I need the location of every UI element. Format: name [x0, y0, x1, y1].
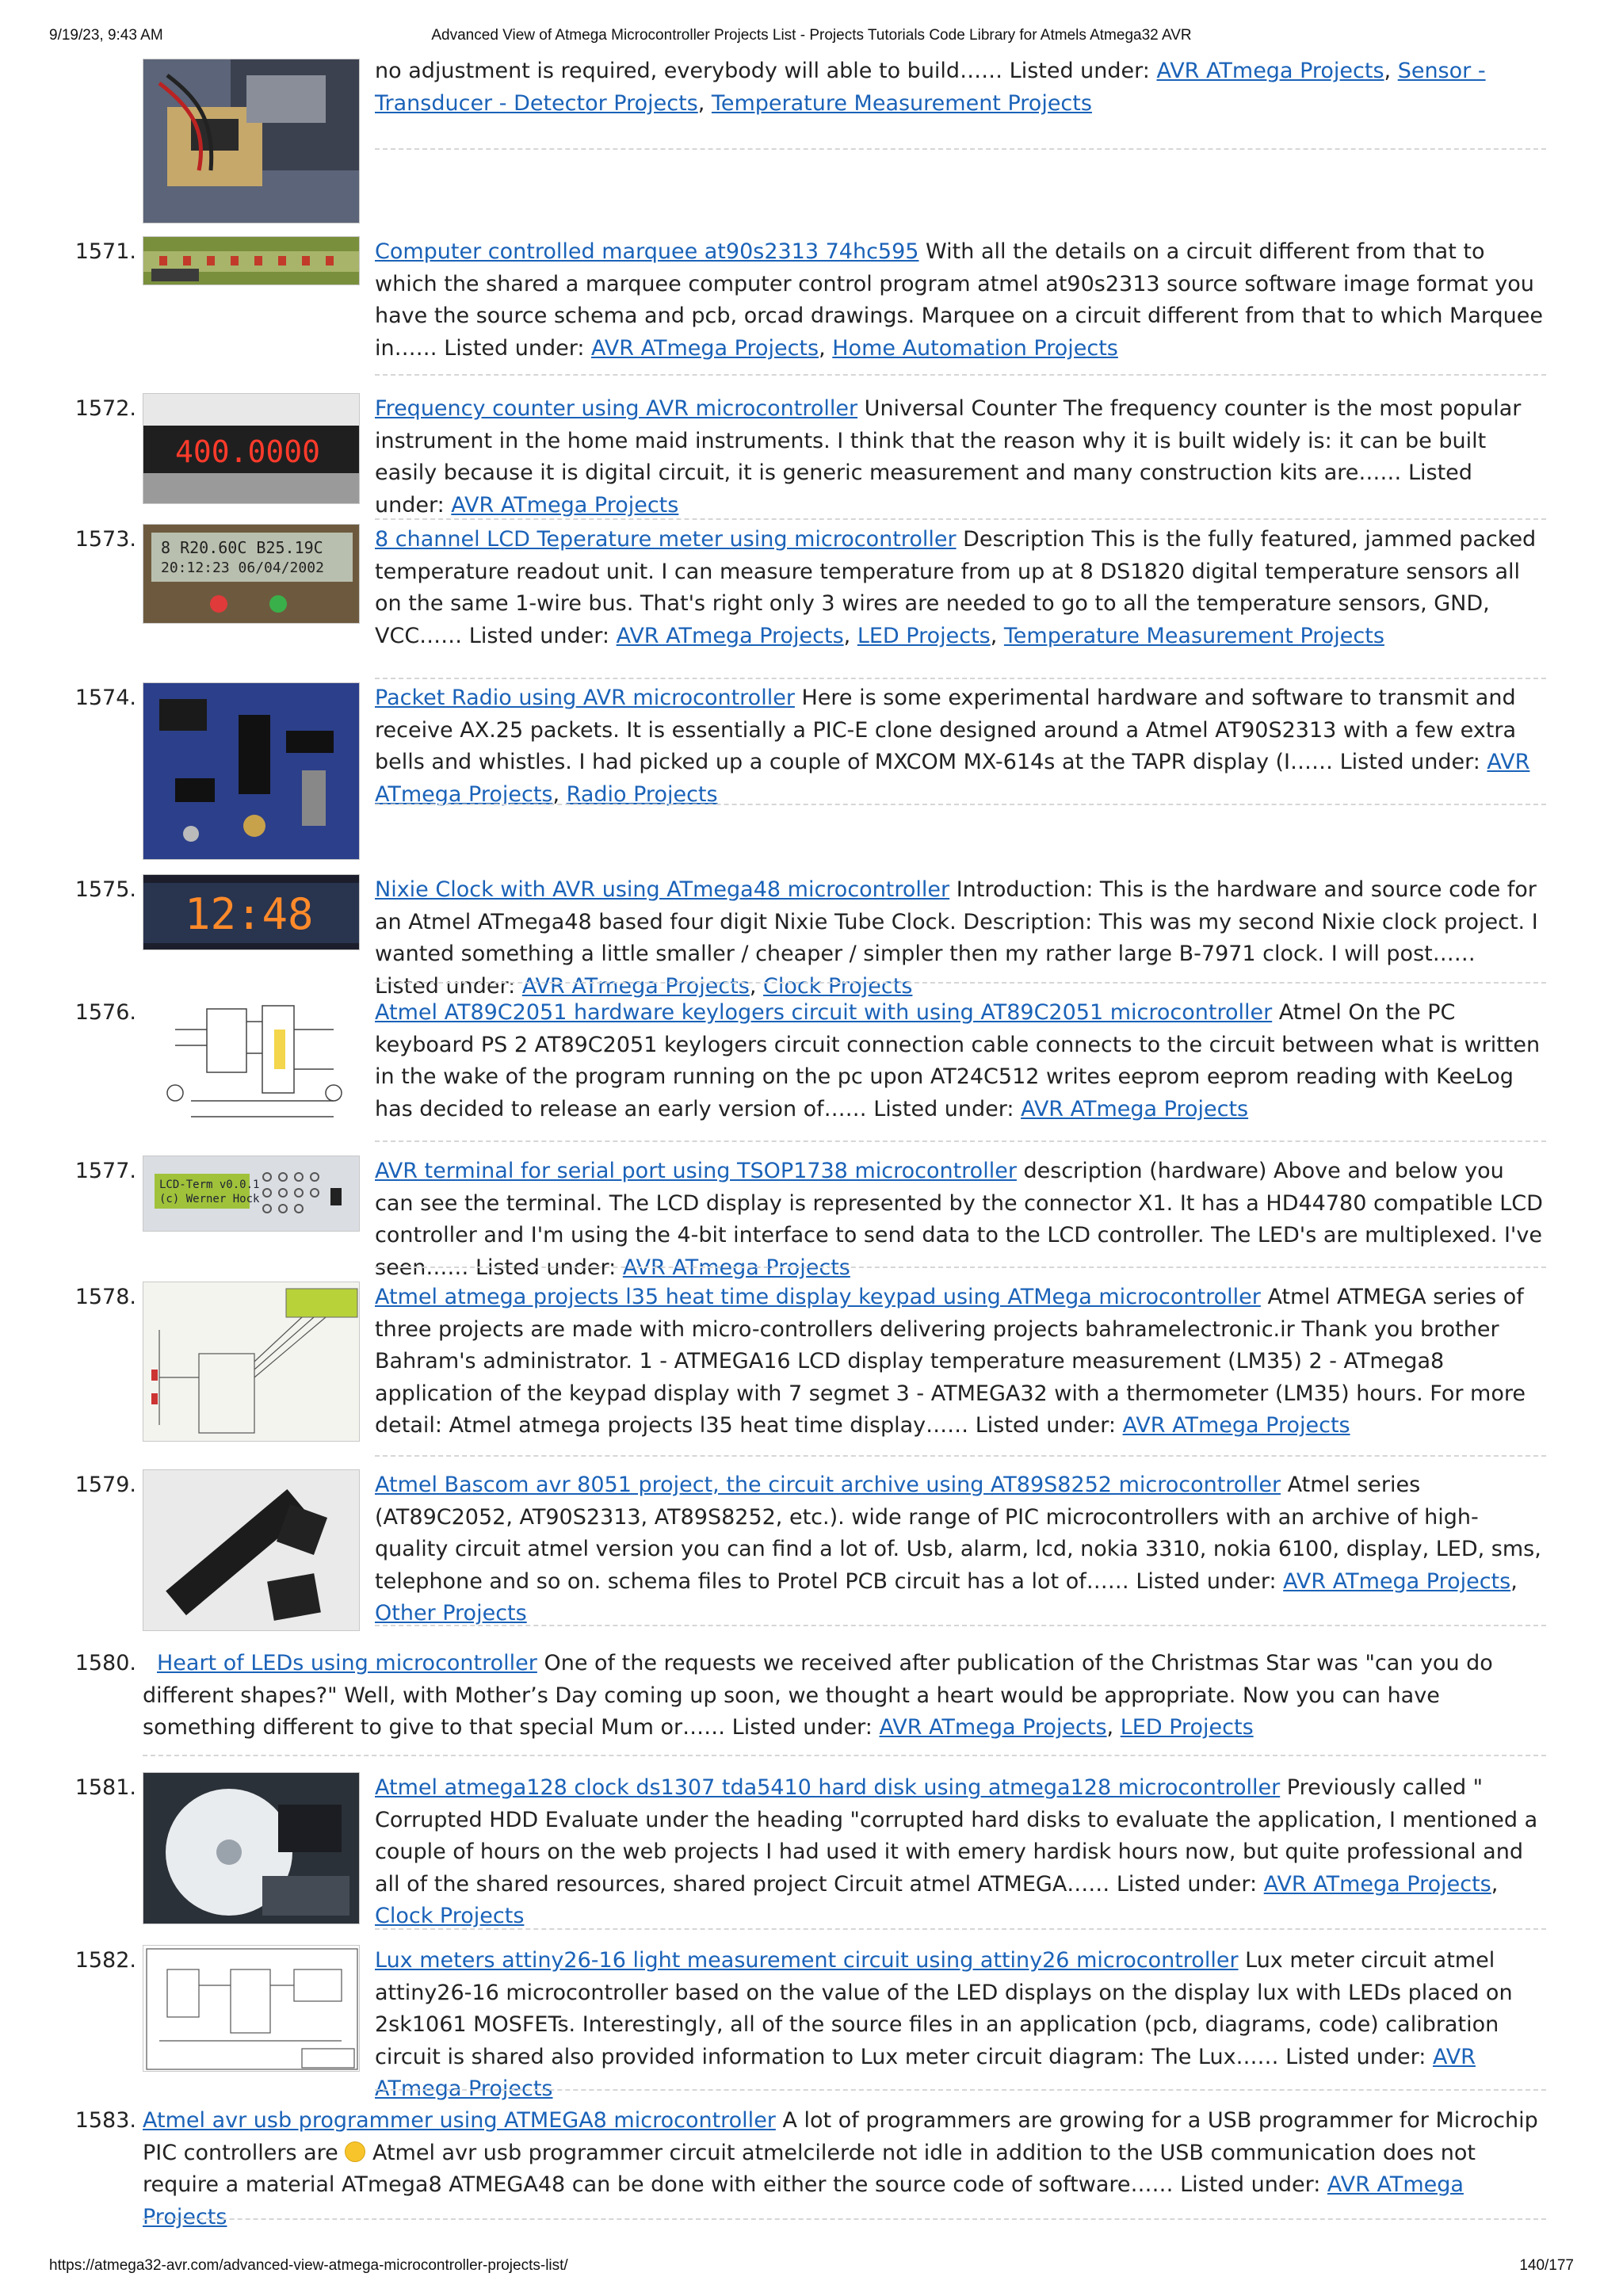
- entry-number: 1573.: [74, 527, 136, 552]
- entry-title-link[interactable]: Lux meters attiny26-16 light measurement circuit using attiny26 microcontroller: [375, 1948, 1239, 1973]
- entry-number: 1572.: [74, 396, 136, 421]
- entry-number: 1578.: [74, 1285, 136, 1309]
- nixie-readout: 12:48: [185, 889, 314, 939]
- category-link[interactable]: LED Projects: [857, 623, 991, 648]
- entry-description: Atmel atmega projects l35 heat time display keypad using ATMega microcontroller Atmel ATMEGA series of three projects are made with micro-controllers delivering projects bahramelectronic.ir Thank you brother Bahram's administrator. 1 - ATMEGA16 LCD display temperature measurement (LM35) 2 - ATmega8 application of the keypad display with 7 segmet 3 - ATMEGA32 with a thermometer (LM35) hours. For more detail: Atmel atmega projects l35 heat time display…… Listed under: AVR ATmega Projects: [375, 1285, 1526, 1438]
- entry-description: Packet Radio using AVR microcontroller Here is some experimental hardware and software to transmit and receive AX.25 packets. It is essentially a PIC-E clone designed around a Atmel AT90S2313 with a few extra bells and whistles. I had picked up a couple of MXCOM MX-614s at the TAPR display (I…… Listed under: AVR ATmega Projects, Radio Projects: [375, 686, 1530, 807]
- entry-description: Heart of LEDs using microcontroller One of the requests we received after publication of the Christmas Star was "can you do different shapes?" Well, with Mother’s Day coming up soon, we thought a heart would be appropriate. Now you can have something different to give to that special Mum or…… Listed under: AVR ATmega Projects, LED Projects: [143, 1651, 1493, 1740]
- entry-divider: [375, 1455, 1546, 1457]
- entry-divider: [375, 1266, 1546, 1268]
- entry-title-link[interactable]: Frequency counter using AVR microcontroller: [375, 396, 858, 421]
- entry-divider: [375, 148, 1546, 150]
- category-link[interactable]: AVR ATmega Projects: [375, 2044, 1476, 2101]
- thumbnail-image[interactable]: [143, 1469, 360, 1631]
- thumbnail-image[interactable]: [143, 997, 360, 1127]
- print-title: Advanced View of Atmega Microcontroller Projects List - Projects Tutorials Code Library for Atmels Atmega32 AVR: [431, 27, 1192, 44]
- entry-number: 1579.: [74, 1473, 136, 1497]
- entry-divider: [375, 518, 1546, 520]
- entry-title-link[interactable]: 8 channel LCD Teperature meter using microcontroller: [375, 527, 957, 552]
- entry-divider: [375, 804, 1546, 805]
- entry-title-link[interactable]: Nixie Clock with AVR using ATmega48 microcontroller: [375, 877, 950, 902]
- entry-description: AVR terminal for serial port using TSOP1738 microcontroller description (hardware) Above and below you can see the terminal. The LCD display is represented by the connector X1. It has a HD44780 compatible LCD controller and I'm using the 4-bit interface to send data to the LCD controller. The LED's are multiplexed. I've seen…… Listed under: AVR ATmega Projects: [375, 1159, 1543, 1280]
- entry-number: 1576.: [74, 1000, 136, 1025]
- thumbnail-image[interactable]: [143, 59, 360, 223]
- thumbnail-image[interactable]: [143, 1156, 360, 1232]
- entry-title-link[interactable]: Atmel atmega projects l35 heat time display keypad using ATMega microcontroller: [375, 1285, 1261, 1309]
- entry-title-link[interactable]: AVR terminal for serial port using TSOP1738 microcontroller: [375, 1159, 1017, 1183]
- entry-title-link[interactable]: Heart of LEDs using microcontroller: [157, 1651, 537, 1675]
- entry-description: Atmel avr usb programmer using ATMEGA8 microcontroller A lot of programmers are growing for a USB programmer for Microchip PIC controllers are Atmel avr usb programmer circuit atmelcilerde not idle in addition to the USB communication does not require a material ATmega8 ATMEGA48 can be done with either the source code of software…… Listed under: AVR ATmega Projects: [143, 2108, 1538, 2229]
- lcd-line-1: LCD-Term v0.0.1: [159, 1179, 260, 1191]
- category-link[interactable]: LED Projects: [1120, 1715, 1254, 1740]
- entry-divider: [375, 1625, 1546, 1626]
- entry-number: 1574.: [74, 686, 136, 710]
- lcd-line-2: 20:12:23 06/04/2002: [161, 560, 324, 576]
- category-link[interactable]: AVR ATmega Projects: [1156, 59, 1384, 83]
- entry-description: Nixie Clock with AVR using ATmega48 microcontroller Introduction: This is the hardware and source code for an Atmel ATmega48 based four digit Nixie Tube Clock. Description: This was my second Nixie clock project. I wanted something a little smaller / cheaper / simpler then my rather large B-7971 clock. I will post…… Listed under: AVR ATmega Projects, Clock Projects: [375, 877, 1538, 999]
- category-link[interactable]: AVR ATmega Projects: [1263, 1871, 1491, 1897]
- category-link[interactable]: AVR ATmega Projects: [143, 2172, 1464, 2229]
- category-link[interactable]: AVR ATmega Projects: [375, 750, 1530, 807]
- category-link[interactable]: Temperature Measurement Projects: [711, 90, 1092, 116]
- entry-description: Atmel atmega128 clock ds1307 tda5410 hard disk using atmega128 microcontroller Previously called " Corrupted HDD Evaluate under the heading "corrupted hard disks to evaluate the application, I mentioned a couple of hours on the web projects I had used it with emery hardisk hours now, but quite professional and all of the shared resources, shared project Circuit atmel ATMEGA…… Listed under: AVR ATmega Projects, Clock Projects: [375, 1775, 1538, 1928]
- thumbnail-image[interactable]: [143, 524, 360, 624]
- entry-number: 1577.: [74, 1159, 136, 1183]
- entry-divider: [143, 1755, 1546, 1756]
- category-link[interactable]: AVR ATmega Projects: [451, 492, 679, 518]
- category-link[interactable]: Sensor - Transducer - Detector Projects: [375, 59, 1486, 116]
- thumbnail-image[interactable]: [143, 1282, 360, 1442]
- thumbnail-image[interactable]: [143, 1772, 360, 1924]
- entry-number: 1581.: [74, 1775, 136, 1800]
- entry-divider: [375, 2089, 1546, 2091]
- entry-number: 1582.: [74, 1948, 136, 1973]
- entry-title-link[interactable]: Atmel AT89C2051 hardware keylogers circuit with using AT89C2051 microcontroller: [375, 1000, 1273, 1025]
- entry-number: 1583.: [74, 2108, 136, 2133]
- entry-description: Atmel AT89C2051 hardware keylogers circuit with using AT89C2051 microcontroller Atmel On the PC keyboard PS 2 AT89C2051 keylogers circuit connection cable connects to the circuit between what is written in the wake of the program running on the pc upon AT24C512 writes eeprom eeprom reading with KeeLog has decided to release an early version of…… Listed under: AVR ATmega Projects: [375, 1000, 1541, 1121]
- entry-divider: [375, 982, 1546, 984]
- category-link[interactable]: AVR ATmega Projects: [1021, 1096, 1249, 1121]
- entry-divider: [375, 1928, 1546, 1930]
- entry-title-link[interactable]: Atmel Bascom avr 8051 project, the circuit archive using AT89S8252 microcontroller: [375, 1473, 1281, 1497]
- category-link[interactable]: AVR ATmega Projects: [1283, 1568, 1511, 1594]
- entry-description: Frequency counter using AVR microcontroller Universal Counter The frequency counter is the most popular instrument in the home maid instruments. I think that the reason why it is built widely is: it can be built easily because it is digital circuit, it is generic measurement and many construction kits are…… Listed under: AVR ATmega Projects: [375, 396, 1522, 518]
- lcd-line-1: 8 R20.60C B25.19C: [161, 538, 323, 557]
- category-link[interactable]: Clock Projects: [375, 1904, 525, 1928]
- thumbnail-image[interactable]: [143, 874, 360, 950]
- category-link[interactable]: AVR ATmega Projects: [616, 623, 844, 648]
- category-link[interactable]: AVR ATmega Projects: [591, 335, 819, 361]
- category-link[interactable]: Other Projects: [375, 1601, 527, 1626]
- category-link[interactable]: Radio Projects: [566, 781, 718, 807]
- category-link[interactable]: AVR ATmega Projects: [1122, 1413, 1350, 1438]
- entry-title-link[interactable]: Atmel avr usb programmer using ATMEGA8 microcontroller: [143, 2108, 776, 2133]
- entry-description: no adjustment is required, everybody will able to build…… Listed under: AVR ATmega Projects, Sensor - Transducer - Detector Projects, Temperature Measurement Projects: [375, 59, 1486, 116]
- thumbnail-image[interactable]: [143, 1945, 360, 2072]
- print-datetime: 9/19/23, 9:43 AM: [49, 27, 163, 44]
- entry-number: 1571.: [74, 239, 136, 264]
- category-link[interactable]: AVR ATmega Projects: [879, 1715, 1107, 1740]
- page-number: 140/177: [1519, 2257, 1574, 2274]
- category-link[interactable]: AVR ATmega Projects: [622, 1255, 850, 1280]
- lcd-line-2: (c) Werner Hock: [159, 1193, 260, 1205]
- thumbnail-image[interactable]: [143, 393, 360, 504]
- entry-description: Atmel Bascom avr 8051 project, the circuit archive using AT89S8252 microcontroller Atmel series (AT89C2052, AT90S2313, AT89S8252, etc.). wide range of PIC microcontrollers with an archive of high-quality circuit atmel version you can find a lot of. Usb, alarm, lcd, nokia 3310, nokia 6100, display, LED, sms, telephone and so on. schema files to Protel PCB circuit has a lot of…… Listed under: AVR ATmega Projects, Other Projects: [375, 1473, 1541, 1626]
- entry-description: Lux meters attiny26-16 light measurement circuit using attiny26 microcontroller Lux meter circuit atmel attiny26-16 microcontroller based on the value of the LED displays on the display lux with LEDs placed on 2sk1061 MOSFETs. Interestingly, all of the source files in an application (pcb, diagrams, code) calibration circuit is shared also provided information to Lux meter circuit diagram: The Lux…… Listed under: AVR ATmega Projects: [375, 1948, 1513, 2101]
- page-url: https://atmega32-avr.com/advanced-view-atmega-microcontroller-projects-list/: [49, 2257, 568, 2274]
- entry-number: 1580.: [74, 1651, 136, 1675]
- print-footer: [49, 2257, 1574, 2279]
- category-link[interactable]: Clock Projects: [763, 973, 913, 999]
- entry-divider: [375, 678, 1546, 679]
- category-link[interactable]: Temperature Measurement Projects: [1003, 623, 1384, 648]
- category-link[interactable]: AVR ATmega Projects: [521, 973, 750, 999]
- entry-title-link[interactable]: Atmel atmega128 clock ds1307 tda5410 hard disk using atmega128 microcontroller: [375, 1775, 1281, 1800]
- entry-description: Computer controlled marquee at90s2313 74hc595 With all the details on a circuit different from that to which the shared a marquee computer control program atmel at90s2313 source software image format you have the source schema and pcb, orcad drawings. Marquee on a circuit different from that to which Marquee in…… Listed under: AVR ATmega Projects, Home Automation Projects: [375, 239, 1543, 361]
- thumbnail-image[interactable]: [143, 236, 360, 285]
- counter-readout: 400.0000: [175, 434, 321, 469]
- entry-divider: [143, 2218, 1546, 2220]
- entry-title-link[interactable]: Computer controlled marquee at90s2313 74hc595: [375, 239, 919, 264]
- smiley-icon: [345, 2141, 365, 2162]
- entry-number: 1575.: [74, 877, 136, 902]
- thumbnail-image[interactable]: [143, 682, 360, 860]
- entry-title-link[interactable]: Packet Radio using AVR microcontroller: [375, 686, 795, 710]
- category-link[interactable]: Home Automation Projects: [832, 335, 1118, 361]
- entry-divider: [375, 1140, 1546, 1142]
- entry-description: 8 channel LCD Teperature meter using microcontroller Description This is the fully featured, jammed packed temperature readout unit. I can measure temperature from up at 8 DS1820 digital temperature sensors all on the same 1-wire bus. That's right only 3 wires are needed to go to all the temperature sensors, GND, VCC…… Listed under: AVR ATmega Projects, LED Projects, Temperature Measurement Projects: [375, 527, 1537, 648]
- entry-divider: [375, 374, 1546, 376]
- print-header: [49, 27, 1574, 49]
